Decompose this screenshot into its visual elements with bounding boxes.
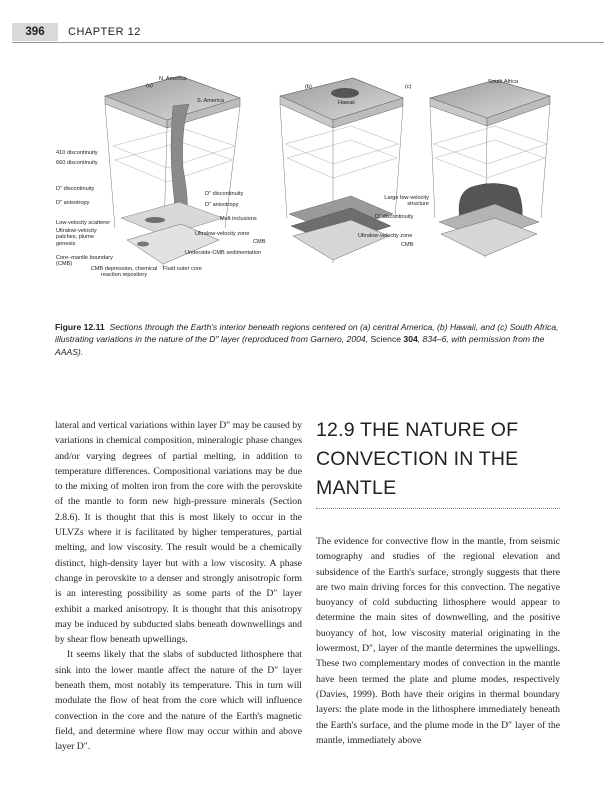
label-ulvz-c: Ultralow-velocity zone [358,233,413,239]
label-fluid-core: Fluid outer core [163,266,202,272]
label-underside: Underside-CMB sedimentation [185,250,262,256]
label-cmb-boundary: Core–mantle boundary (CMB) [56,255,113,268]
label-hawaii: Hawaii [338,100,355,106]
left-paragraph-1: lateral and vertical variations within layer D″ may be caused by variations in chemical composition, mineralogic phase changes and/or varying degrees of partial melting, in addition to temperature differences. Compositional variations may be due to the mixing of molten iron from the core with the perovskite of the mantle to form new high-pressure minerals (Section 2.8.6). It is thought that this is most likely to occur in the ULVZs where it is facilitated by higher temperatures, partial melting, and low viscosity. The result would be a chemically distinct, high-density layer but with a low viscosity. A phase change in perovskite to a denser and strongly anisotropic form is an interesting possibility as some parts of the D″ layer exhibit a marked anisotropy. It is thought that this anisotropy may be induced by subducted slabs beneath downwellings and by shear flow beneath upwellings. [55,420,302,646]
label-cmb-c: CMB [401,242,414,248]
label-cmb-b: CMB [253,239,266,245]
panel-b-letter: (b) [305,84,312,90]
left-column [55,418,302,755]
header-rule [12,42,604,43]
figure-12-11 [55,68,560,308]
label-n-america: N. America [159,76,187,82]
label-ulvz-b: Ultralow-velocity zone [195,231,250,237]
page-number: 396 [12,23,58,41]
section-heading: 12.9 THE NATURE OF CONVECTION IN THE MANTLE [316,419,519,499]
label-b-d-aniso: D″ anisotropy [205,202,239,208]
caption-journal: Science [370,334,402,345]
label-cmb-depression: CMB depression, chemical reaction repository [90,266,158,279]
right-column [316,534,560,748]
label-660: 660 discontinuity [56,160,98,166]
page-header [12,22,604,42]
caption-volume: 304 [403,334,418,345]
section-divider [316,508,560,509]
caption-label: Figure 12.11 [55,322,105,332]
label-large-lv: Large low-velocity structure [384,195,429,208]
label-s-africa: South Africa [488,79,519,85]
label-s-america: S. America [197,98,225,104]
label-b-d-disc: D″ discontinuity [205,191,244,197]
caption-pages: , 834–6, with permission from the AAAS). [55,334,545,357]
label-410: 410 discontinuity [56,150,98,156]
caption-text: Sections through the Earth's interior beneath regions centered on (a) central America, (b) Hawaii, and (c) South Africa, illustrating variations in the nature of the D″ layer (reproduced from Garnero, 2004, [55,322,559,345]
label-a-d-disc: D″ discontinuity [56,186,95,192]
label-a-d-aniso: D″ anisotropy [56,200,90,206]
label-lvs: Low-velocity scatterer [56,220,111,226]
label-melt: Melt inclusions [220,216,257,222]
chapter-label: CHAPTER 12 [68,26,141,38]
figure-caption [55,321,560,358]
panel-a-letter: (a) [146,83,153,89]
panel-c-letter: (c) [405,84,412,90]
label-c-d-disc: D″ discontinuity [375,214,414,220]
right-paragraph-1: The evidence for convective flow in the mantle, from seismic tomography and studies of the regional elevation and subsidence of the Earth's surface, strongly suggests that there are two main driving forces for this convection. The negative buoyancy of cold subducting lithosphere would appear to determine the main sites of downwelling, and the positive buoyancy of hot, low viscosity material originating in the lowermost, D″, layer of the mantle determines the upwellings. These two complementary modes of convection in the mantle have been termed the plate and plume modes, respectively (Davies, 1999). Both have their origins in thermal boundary layers: the plate mode in the lithosphere immediately beneath the Earth's surface, and the plume mode in the D″ layer of the mantle, immediately above [316,536,560,746]
left-paragraph-2: It seems likely that the slabs of subducted lithosphere that sink into the lower mantle affect the nature of the D″ layer beneath them, most notably its temperature. This in turn will modulate the flow of heat from the core which will influence convection in the core and the nature of the Earth's magnetic field, and determine where flow may occur within and above layer D″. [55,649,302,753]
label-ulvz-a: Ultralow-velocity patches, plume genesis [56,228,97,247]
